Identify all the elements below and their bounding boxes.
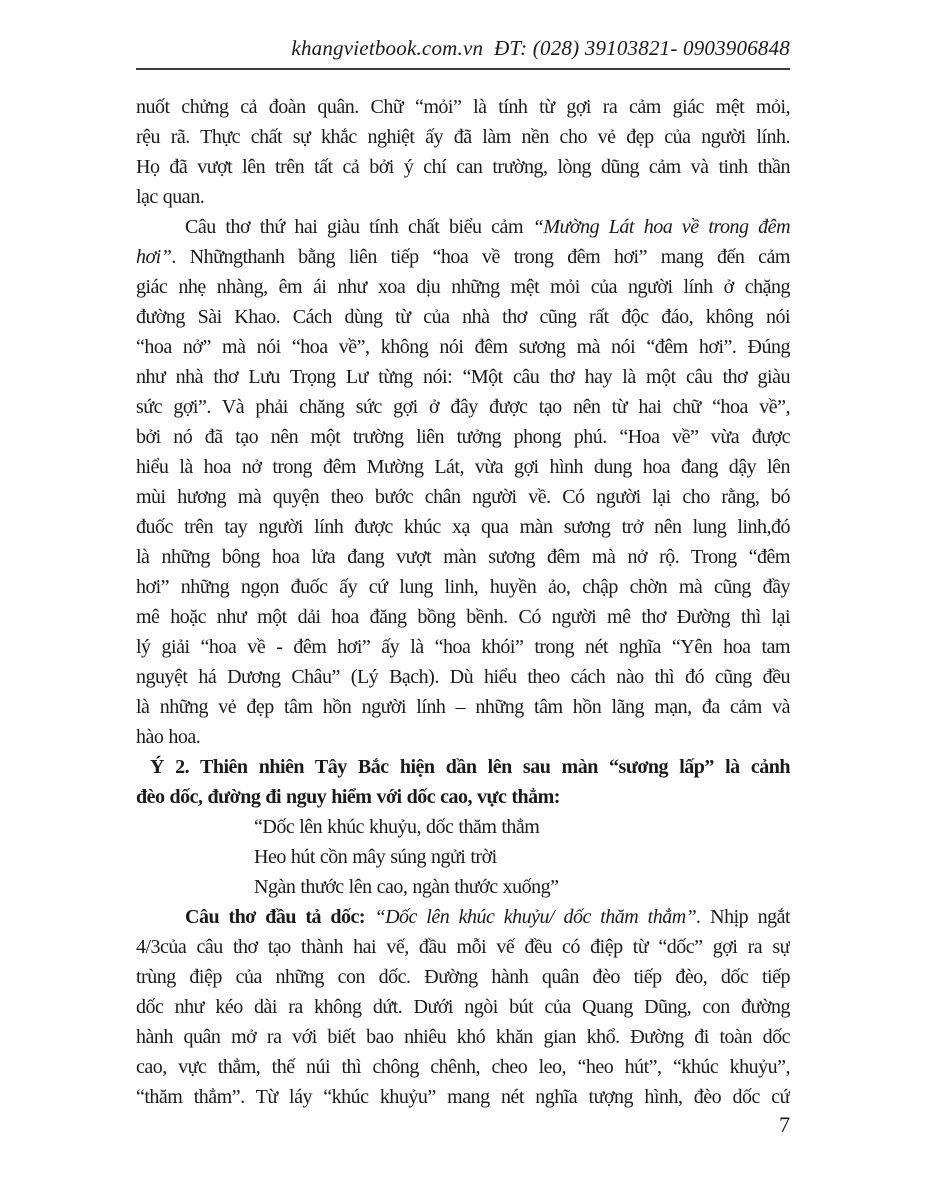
text-run: Câu thơ thứ hai giàu tính chất biểu cảm — [185, 216, 533, 238]
page-header — [136, 34, 790, 70]
text-line — [254, 812, 790, 842]
text-run: sức gợi”. Và phải chăng sức gợi ở đây được tạo nên từ hai chữ “hoa về”, — [136, 396, 790, 418]
text-line — [136, 392, 790, 422]
text-run: 4/3của câu thơ tạo thành hai vế, đầu mỗi vế đều có điệp từ “dốc” gợi ra sự — [136, 936, 790, 958]
text-run: nguyệt há Dương Châu” (Lý Bạch). Dù hiểu theo cách nào thì đó cũng đều — [136, 666, 790, 688]
text-run: nuốt chửng cả đoàn quân. Chữ “mỏi” là tính từ gợi ra cảm giác mệt mỏi, — [136, 96, 790, 118]
text-run: là những bông hoa lửa đang vượt màn sương đêm mà nở rộ. Trong “đêm — [136, 546, 790, 568]
text-line — [136, 932, 790, 962]
text-run: bởi nó đã tạo nên một trường liên tưởng phong phú. “Hoa về” vừa được — [136, 426, 790, 448]
text-line — [136, 1052, 790, 1082]
text-line — [136, 902, 790, 932]
text-run: lý giải “hoa về - đêm hơi” ấy là “hoa khói” trong nét nghĩa “Yên hoa tam — [136, 636, 790, 658]
text-line — [254, 842, 790, 872]
page-number: 7 — [779, 1112, 790, 1137]
text-line — [136, 482, 790, 512]
text-line — [136, 242, 790, 272]
text-line — [136, 572, 790, 602]
text-run: “thăm thẳm”. Từ láy “khúc khuỷu” mang nét nghĩa tượng hình, đèo dốc cứ — [136, 1086, 790, 1108]
text-run: hiểu là hoa nở trong đêm Mường Lát, vừa gợi hình dung hoa đang dậy lên — [136, 456, 790, 478]
text-run: mê hoặc như một dải hoa đăng bồng bềnh. Có người mê thơ Đường thì lại — [136, 606, 790, 628]
text-run: Ngàn thước lên cao, ngàn thước xuống” — [254, 876, 559, 898]
text-run: “Dốc lên khúc khuỷu/ dốc thăm thẳm”. — [374, 906, 701, 928]
text-run: mùi hương mà quyện theo bước chân người về. Có người lại cho rằng, bó — [136, 486, 790, 508]
text-line — [136, 782, 790, 812]
text-line — [136, 512, 790, 542]
text-run: trùng điệp của những con dốc. Đường hành quân đèo tiếp đèo, dốc tiếp — [136, 966, 790, 988]
text-run: là những vẻ đẹp tâm hồn người lính – những tâm hồn lãng mạn, đa cảm và — [136, 696, 790, 718]
text-run: như nhà thơ Lưu Trọng Lư từng nói: “Một câu thơ hay là một câu thơ giàu — [136, 366, 790, 388]
text-run: cao, vực thẳm, thế núi thì chông chênh, cheo leo, “heo hút”, “khúc khuỷu”, — [136, 1056, 790, 1078]
text-run: “Dốc lên khúc khuỷu, dốc thăm thẳm — [254, 816, 540, 838]
text-line — [136, 662, 790, 692]
text-line — [136, 632, 790, 662]
text-line — [136, 452, 790, 482]
text-run: hào hoa. — [136, 726, 201, 748]
text-line — [136, 302, 790, 332]
text-run: hơi” — [136, 246, 172, 268]
text-run: dốc như kéo dài ra không dứt. Dưới ngòi bút của Quang Dũng, con đường — [136, 996, 790, 1018]
text-run: rệu rã. Thực chất sự khắc nghiệt ấy đã làm nền cho vẻ đẹp của người lính. — [136, 126, 790, 148]
text-line — [136, 212, 790, 242]
text-line — [136, 962, 790, 992]
text-run: đèo dốc, đường đi nguy hiểm với dốc cao, vực thẳm: — [136, 786, 560, 808]
text-run: . Nhữngthanh bằng liên tiếp “hoa về trong đêm hơi” mang đến cảm — [171, 246, 790, 268]
text-run: giác nhẹ nhàng, êm ái như xoa dịu những mệt mỏi của người lính ở chặng — [136, 276, 790, 298]
text-run: đường Sài Khao. Cách dùng từ của nhà thơ cũng rất độc đáo, không nói — [136, 306, 790, 328]
header-text: khangvietbook.com.vn ĐT: (028) 39103821- 0903906848 — [291, 36, 790, 60]
text-run: lạc quan. — [136, 186, 205, 208]
text-line — [136, 722, 790, 752]
text-line — [136, 692, 790, 722]
text-run: hành quân mở ra với biết bao nhiêu khó khăn gian khổ. Đường đi toàn dốc — [136, 1026, 790, 1048]
page-body — [136, 92, 790, 1112]
text-line — [136, 92, 790, 122]
text-line — [136, 122, 790, 152]
text-run: hơi” những ngọn đuốc ấy cứ lung linh, huyền ảo, chập chờn mà cũng đầy — [136, 576, 790, 598]
text-line — [136, 422, 790, 452]
text-line — [136, 602, 790, 632]
text-line — [136, 182, 790, 212]
text-run: “hoa nở” mà nói “hoa về”, không nói đêm sương mà nói “đêm hơi”. Đúng — [136, 336, 790, 358]
text-line — [136, 1082, 790, 1112]
text-run: Nhịp ngắt — [700, 906, 790, 928]
text-run: Câu thơ đầu tả dốc: — [185, 906, 375, 928]
text-line — [136, 272, 790, 302]
text-run: Họ đã vượt lên trên tất cả bởi ý chí can trường, lòng dũng cảm và tinh thần — [136, 156, 790, 178]
text-line — [136, 542, 790, 572]
text-run: Heo hút cồn mây súng ngửi trời — [254, 846, 497, 868]
text-line — [136, 992, 790, 1022]
text-run: “Mường Lát hoa về trong đêm — [532, 216, 790, 238]
text-run: Ý 2. Thiên nhiên Tây Bắc hiện dần lên sau màn “sương lấp” là cảnh — [150, 756, 790, 778]
text-line — [136, 362, 790, 392]
text-run: đuốc trên tay người lính được khúc xạ qua màn sương trở nên lung linh,đó — [136, 516, 790, 538]
text-line — [254, 872, 790, 902]
text-line — [136, 1022, 790, 1052]
text-line — [136, 152, 790, 182]
text-line — [136, 332, 790, 362]
text-line — [136, 752, 790, 782]
